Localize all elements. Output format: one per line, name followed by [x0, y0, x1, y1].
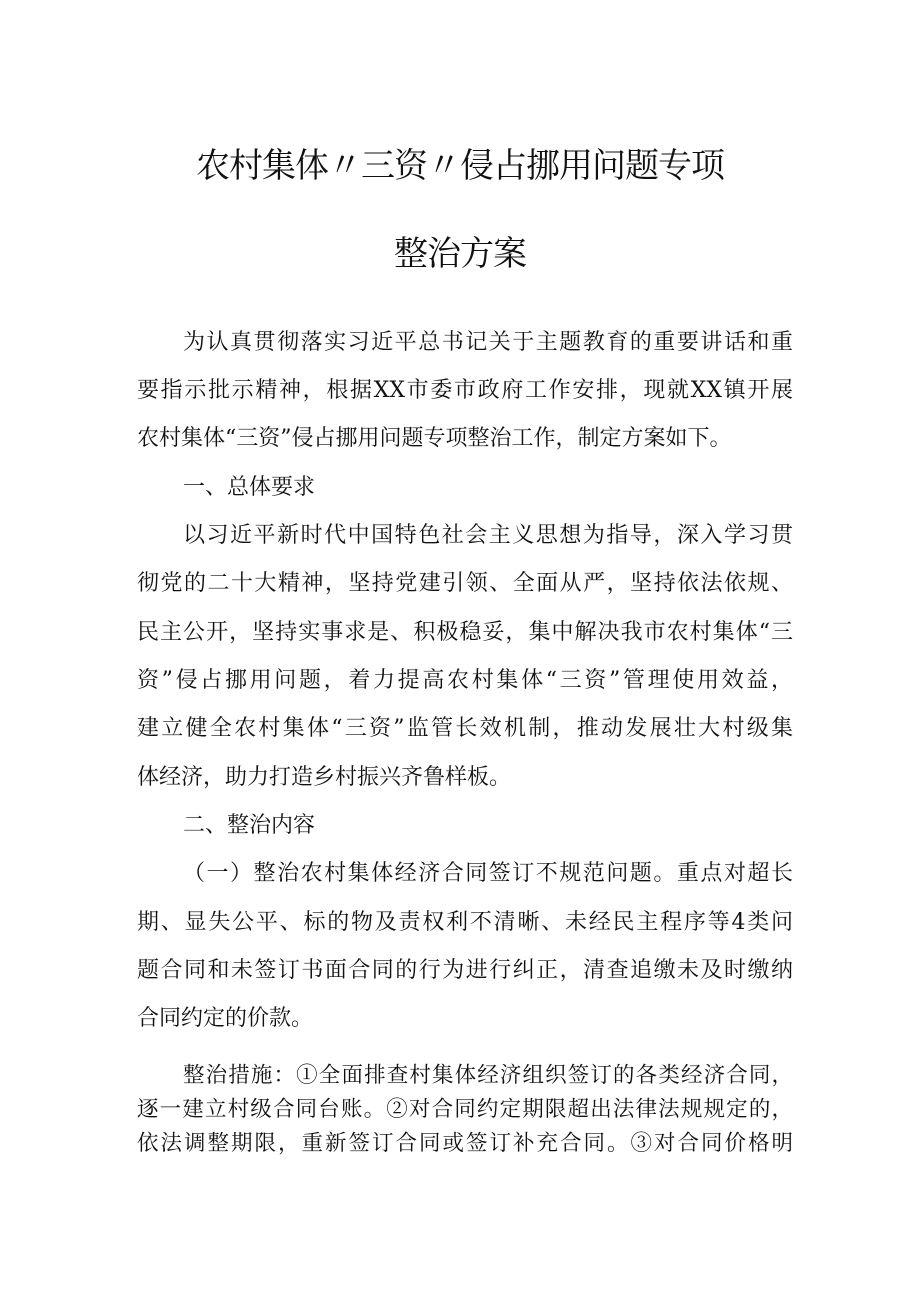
- section-1-line-5: 建立健全农村集体“三资”监管长效机制，推动发展壮大村级集: [137, 716, 793, 741]
- measures-line-3: 依法调整期限，重新签订合同或签订补充合同。③对合同价格明: [137, 1131, 793, 1156]
- section-2-heading: 二、整治内容: [183, 813, 316, 838]
- section-1-line-3: 民主公开，坚持实事求是、积极稳妥，集中解决我市农村集体“三: [137, 620, 793, 645]
- section-1-heading: 一、总体要求: [183, 475, 316, 500]
- section-2-item-1-line-1: （一）整治农村集体经济合同签订不规范问题。重点对超长: [183, 861, 793, 886]
- document-title-line-1: 农村集体〃三资〃侵占挪用问题专项: [196, 146, 724, 186]
- section-1-line-1: 以习近平新时代中国特色社会主义思想为指导，深入学习贯: [183, 523, 793, 548]
- intro-line-2: 要指示批示精神，根据XX市委市政府工作安排，现就XX镇开展: [137, 378, 793, 403]
- measures-line-1: 整治措施：①全面排查村集体经济组织签订的各类经济合同，: [183, 1063, 793, 1088]
- section-1-line-6: 体经济，助力打造乡村振兴齐鲁样板。: [137, 765, 512, 790]
- section-2-item-1-line-4: 合同约定的价款。: [137, 1006, 314, 1031]
- measures-line-2: 逐一建立村级合同台账。②对合同约定期限超出法律法规规定的，: [137, 1097, 793, 1122]
- intro-line-3: 农村集体“三资”侵占挪用问题专项整治工作，制定方案如下。: [137, 426, 732, 451]
- section-2-item-1-line-3: 题合同和未签订书面合同的行为进行纠正，清查追缴未及时缴纳: [137, 958, 793, 983]
- section-1-line-4: 资”侵占挪用问题，着力提高农村集体“三资”管理使用效益，: [137, 668, 793, 693]
- section-2-item-1-line-2: 期、显失公平、标的物及责权利不清晰、未经民主程序等4类问: [137, 910, 793, 935]
- section-1-line-2: 彻党的二十大精神，坚持党建引领、全面从严，坚持依法依规、: [137, 571, 793, 596]
- intro-line-1: 为认真贯彻落实习近平总书记关于主题教育的重要讲话和重: [183, 330, 793, 355]
- document-title-line-2: 整治方案: [394, 234, 526, 274]
